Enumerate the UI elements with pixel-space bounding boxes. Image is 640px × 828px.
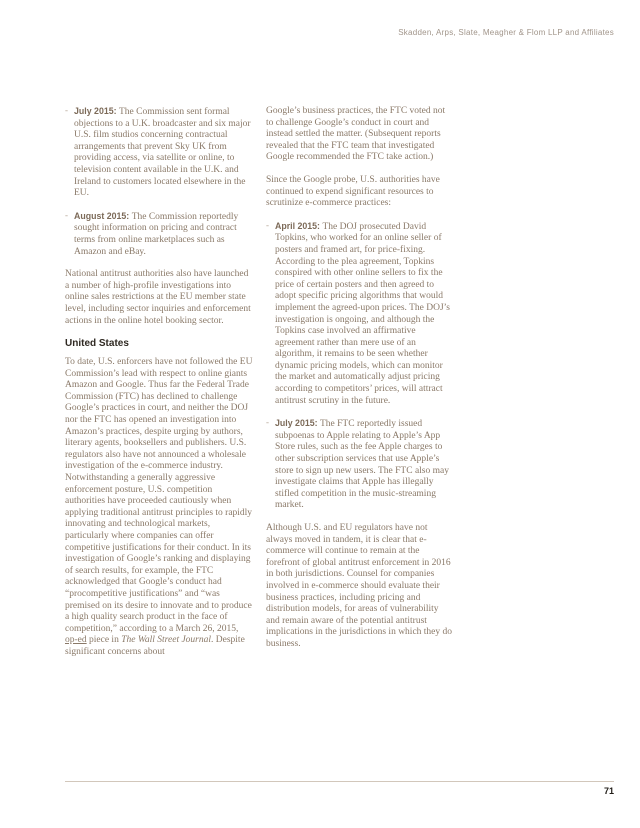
section-heading: United States [65, 338, 129, 350]
footer-rule [65, 781, 614, 782]
page-header-firm-name: Skadden, Arps, Slate, Meagher & Flom LLP and Affiliates [398, 28, 614, 37]
publication-title: The Wall Street Journal [121, 635, 212, 646]
bullet-dash-icon: - [65, 105, 68, 115]
bullet-dash-icon: - [266, 417, 269, 428]
paragraph: Although U.S. and EU regulators have not always moved in tandem, it is clear that e-commerce will continue to remain at the forefront of global antitrust enforcement in 2016 in both jurisdictions. Counsel for companies involved in e-commerce should evaluate their business practices, including pricing and distribution models, for areas of vulnerability and remain aware of the potential antitrust implications in the jurisdictions in which they do business. [266, 523, 453, 649]
bullet-date-label: April 2015: [275, 220, 323, 231]
paragraph: To date, U.S. enforcers have not followed the EU Commission’s lead with respect to online giants Amazon and Google. Thus far the Federal Trade Commission (FTC) has declined to challenge Google’s practices in court, and neither the DOJ nor the FTC has opened an investigation into Amazon’s practices, despite urging by authors, literary agents, booksellers and publishers. U.S. regulators also have not announced a wholesale investigation of the e-commerce industry. Notwithstanding a generally aggressive enforcement posture, U.S. competition authorities have proceeded cautiously when applying traditional antitrust principles to rapidly innovating and technological markets, particularly where companies can offer competitive justifications for their conduct. In its investigation of Google’s ranking and displaying of search results, for example, the FTC acknowledged that Google’s conduct had “procompetitive justifications” and “was premised on its desire to innovate and to produce a high quality search product in the face of competition,” according to a March 26, 2015, op-ed piece in The Wall Street Journal. Despite significant concerns about [65, 357, 253, 657]
paragraph: National antitrust authorities also have launched a number of high-profile investigations into online sales restrictions at the EU member state level, including sector inquiries and enforcement actions in the online hotel booking sector. [65, 269, 251, 326]
bullet-item: - April 2015: The DOJ prosecuted David Topkins, who worked for an online seller of posters and framed art, for price-fixing. According to the plea agreement, Topkins conspired with other online sellers to fix the price of certain posters and then agreed to adopt specific pricing algorithms that would implement the agreed-upon prices. The DOJ’s investigation is ongoing, and although the Topkins case involved an affirmative agreement rather than mere use of an algorithm, it remains to be seen whether dynamic pricing models, which can monitor the market and automatically adjust pricing according to competitors’ prices, will attract antitrust scrutiny in the future. [266, 219, 450, 406]
left-column [65, 106, 253, 670]
paragraph: Google’s business practices, the FTC voted not to challenge Google’s conduct in court and instead settled the matter. (Subsequent reports revealed that the FTC team that investigated Google recommended the FTC take action.) [266, 106, 446, 163]
page-number: 71 [603, 786, 614, 796]
bullet-item: - July 2015: The FTC reportedly issued subpoenas to Apple relating to Apple’s App Store rules, such as the fee Apple charges to other subscription services that use Apple’s store to sign up new users. The FTC also may investigate claims that Apple has illegally stifled competition in the music-streaming market. [266, 417, 449, 511]
bullet-date-label: August 2015: [74, 210, 132, 221]
right-column [266, 106, 454, 670]
op-ed-link[interactable]: op-ed [65, 635, 87, 646]
bullet-date-label: July 2015: [74, 106, 119, 116]
bullet-item: - August 2015: The Commission reportedly sought information on pricing and contract terms from online marketplaces such as Amazon and eBay. [65, 209, 239, 257]
bullet-dash-icon: - [65, 209, 68, 220]
paragraph: Since the Google probe, U.S. authorities have continued to expend significant resources to scrutinize e-commerce practices: [266, 174, 440, 209]
bullet-item: - July 2015: The Commission sent formal objections to a U.K. broadcaster and six major U.S. film studios concerning contractual arrangements that prevent Sky UK from providing access, via satellite or online, to television content available in the U.K. and Ireland to customers located elsewhere in the EU. [65, 105, 251, 199]
content-area [65, 106, 455, 670]
bullet-dash-icon: - [266, 219, 269, 230]
bullet-date-label: July 2015: [275, 418, 320, 429]
